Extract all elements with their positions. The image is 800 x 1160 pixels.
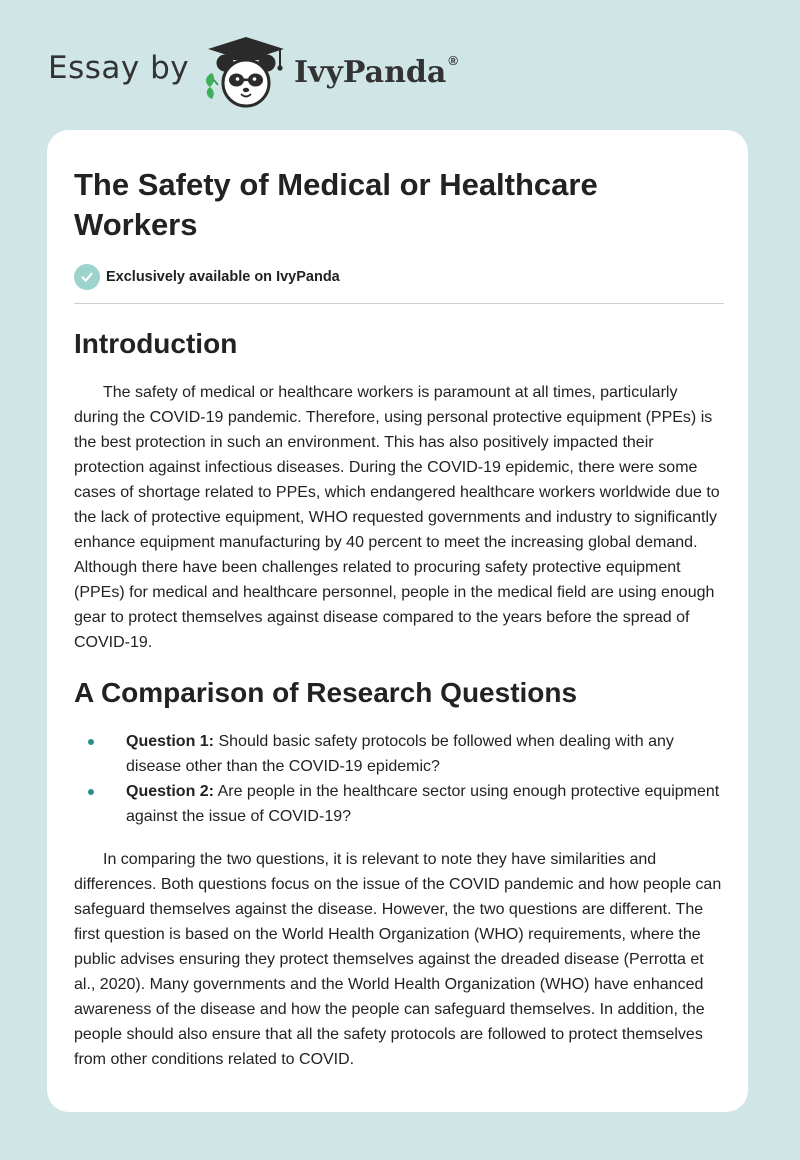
list-item xyxy=(74,779,724,829)
ivy-leaf-icon xyxy=(206,73,218,99)
essay-title: The Safety of Medical or Healthcare Workers xyxy=(74,167,598,242)
panda-logo-icon[interactable] xyxy=(200,33,292,109)
comparison-heading: A Comparison of Research Questions xyxy=(74,677,578,708)
list-item xyxy=(74,729,724,779)
introduction-paragraph: The safety of medical or healthcare workers is paramount at all times, particularly during the COVID-19 pandemic. Therefore, using personal protective equipment (PPEs) is the best protection in such an environment. This has also positively impacted their protection against infectious diseases. During the COVID-19 epidemic, there were some cases of shortage related to PPEs, which endangered healthcare workers worldwide due to the lack of protective equipment, WHO requested governments and industry to significantly enhance equipment manufacturing by 40 percent to meet the increasing global demand. Although there have been challenges related to procuring safety protective equipment (PPEs) for medical and healthcare personnel, people in the medical field are using enough gear to protect themselves against disease compared to the years before the spread of COVID-19. xyxy=(74,384,720,651)
question-label: Question 2: xyxy=(126,783,215,800)
comparison-paragraph: In comparing the two questions, it is relevant to note they have similarities and differences. Both questions focus on the issue of the COVID pandemic and how people can safeguard themselves against the disease. However, the two questions are different. The first question is based on the World Health Organization (WHO) requirements, where the public advises ensuring they protect themselves against the dreaded disease (Perrotta et al., 2020). Many governments and the World Health Organization (WHO) have enhanced awareness of the disease and how the people can safeguard themselves. In addition, the people should also ensure that all the safety protocols are followed to protect themselves from other conditions related to COVID. xyxy=(74,851,722,1068)
title-divider xyxy=(74,303,724,304)
research-questions-list xyxy=(74,729,724,829)
exclusive-badge xyxy=(74,263,724,291)
question-label: Question 1: xyxy=(126,733,215,750)
bullet-dot-icon xyxy=(88,739,94,745)
checkmark-icon xyxy=(74,264,100,290)
brand-name[interactable] xyxy=(294,55,458,90)
registered-mark: ® xyxy=(448,53,458,68)
essay-content xyxy=(74,165,724,1072)
essay-card xyxy=(47,130,748,1112)
site-header xyxy=(0,0,800,130)
exclusive-badge-text: Exclusively available on IvyPanda xyxy=(106,269,340,285)
introduction-heading: Introduction xyxy=(74,328,238,359)
question-text: Should basic safety protocols be followed when dealing with any disease other than the COVID-19 epidemic? xyxy=(126,733,674,775)
question-text: Are people in the healthcare sector using enough protective equipment against the issue of COVID-19? xyxy=(126,783,720,825)
essay-by-label: Essay by xyxy=(48,50,190,86)
bullet-dot-icon xyxy=(88,789,94,795)
brand-text: IvyPanda xyxy=(294,55,447,90)
